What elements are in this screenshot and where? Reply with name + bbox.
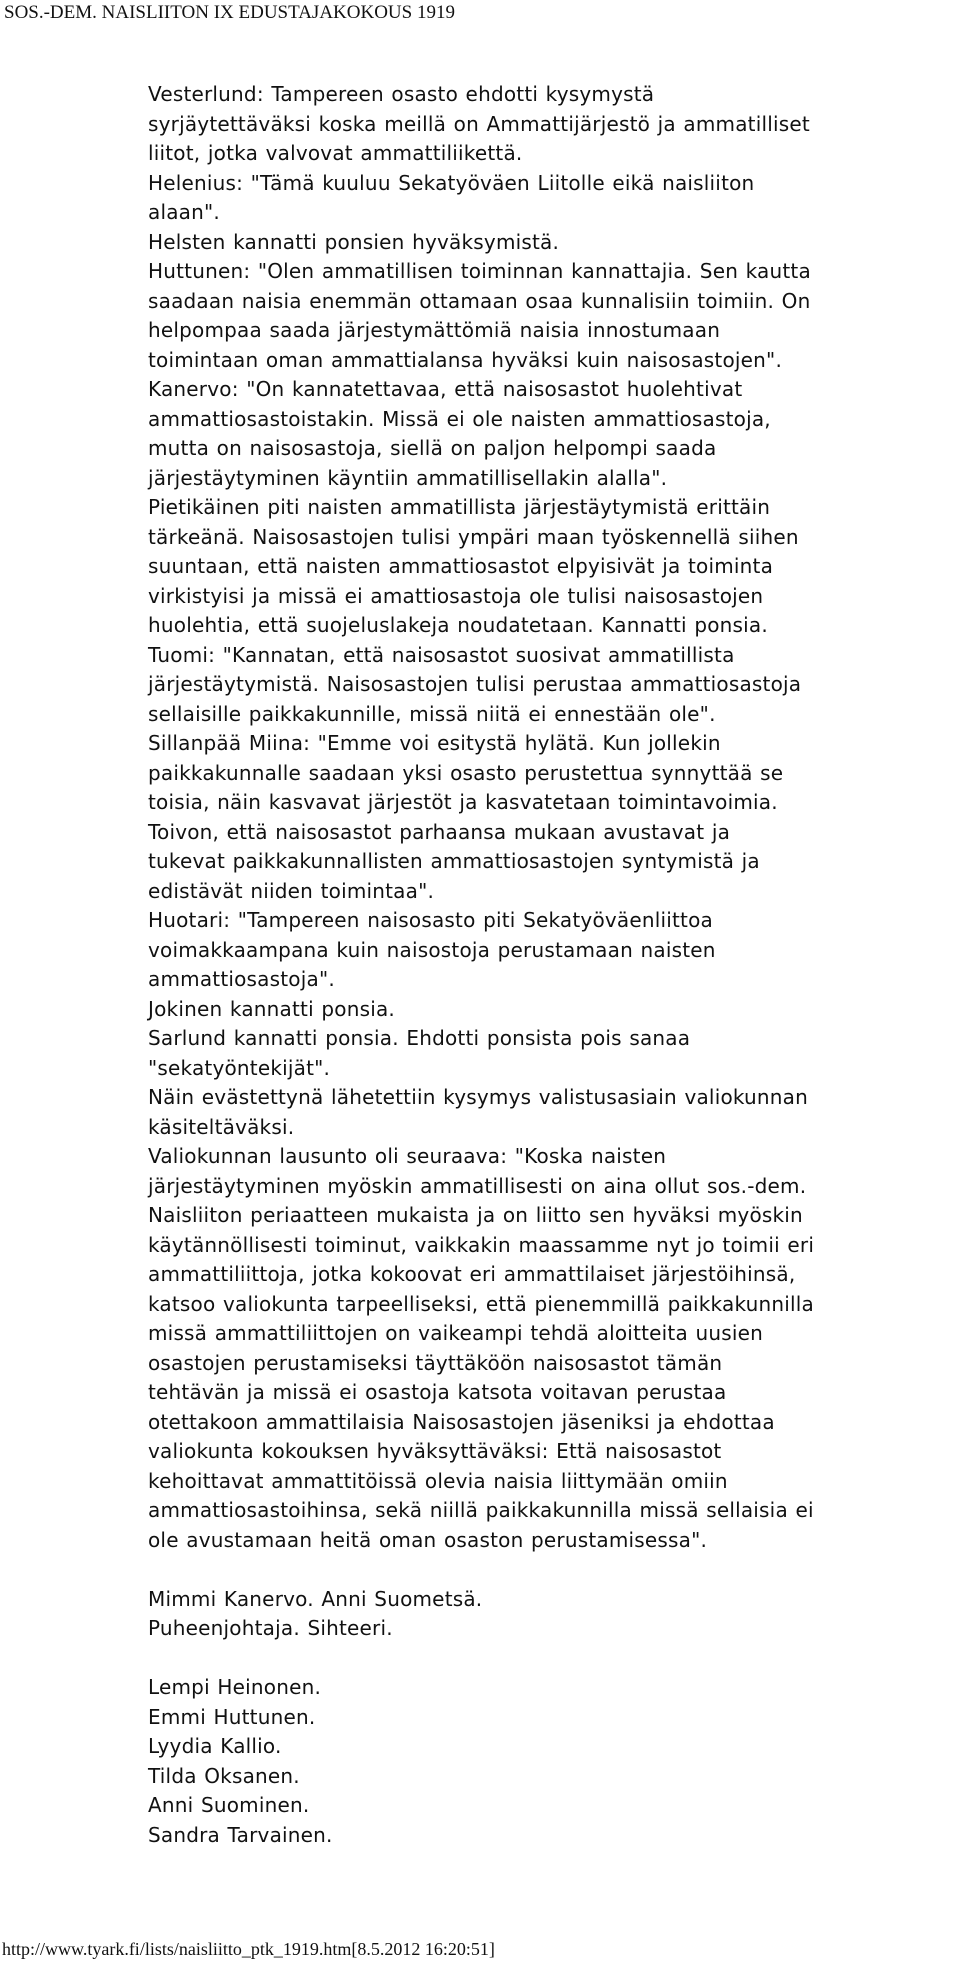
text-line: kehoittavat ammattitöissä olevia naisia liittymään omiin xyxy=(148,1468,728,1493)
text-line: ole avustamaan heitä oman osaston perustamisessa". xyxy=(148,1527,708,1552)
text-line: Vesterlund: Tampereen osasto ehdotti kysymystä xyxy=(148,82,655,106)
text-line: syrjäytettäväksi koska meillä on Ammattijärjestö ja ammatilliset xyxy=(148,111,810,136)
text-line: Huotari: "Tampereen naisosasto piti Sekatyöväenliittoa xyxy=(148,908,713,932)
text-line: huolehtia, että suojeluslakeja noudatetaan. Kannatti ponsia. xyxy=(148,613,768,637)
members-list xyxy=(148,1673,948,1850)
text-line: helpompaa saada järjestymättömiä naisia innostumaan xyxy=(148,318,721,342)
text-line: käsiteltäväksi. xyxy=(148,1114,295,1139)
text-line: Tuomi: "Kannatan, että naisosastot suosivat ammatillista xyxy=(148,642,735,667)
text-line: tärkeänä. Naisosastojen tulisi ympäri maan työskennellä siihen xyxy=(148,524,799,549)
text-line: Sillanpää Miina: "Emme voi esitystä hylätä. Kun jollekin xyxy=(148,731,721,755)
text-line: mutta on naisosastoja, siellä on paljon helpompi saada xyxy=(148,436,717,460)
text-line: ammattiosastoistakin. Missä ei ole naisten ammattiosastoja, xyxy=(148,406,771,431)
text-line: alaan". xyxy=(148,200,220,224)
text-line: ammattiosastoihinsa, sekä niillä paikkakunnilla missä sellaisia ei xyxy=(148,1498,814,1522)
text-line: "sekatyöntekijät". xyxy=(148,1055,331,1080)
text-line: Helenius: "Tämä kuuluu Sekatyöväen Liitolle eikä naisliiton xyxy=(148,170,755,195)
document-body xyxy=(148,80,948,1850)
text-line: toimintaan oman ammattialansa hyväksi kuin naisosastojen". xyxy=(148,347,783,372)
text-line: sellaisille paikkakunnille, missä niitä ei ennestään ole". xyxy=(148,701,716,726)
member-name: Lempi Heinonen. xyxy=(148,1675,322,1699)
text-line: järjestäytyminen käyntiin ammatillisellakin alalla". xyxy=(148,465,668,490)
text-line: Huttunen: "Olen ammatillisen toiminnan kannattajia. Sen kautta xyxy=(148,259,811,283)
text-line: toisia, näin kasvavat järjestöt ja kasvatetaan toimintavoimia. xyxy=(148,790,778,814)
text-line: Valiokunnan lausunto oli seuraava: "Koska naisten xyxy=(148,1144,667,1168)
text-line: osastojen perustamiseksi täyttäköön naisosastot tämän xyxy=(148,1350,723,1375)
member-name: Anni Suominen. xyxy=(148,1793,310,1817)
text-line: saadaan naisia enemmän ottamaan osaa kunnalisiin toimiin. On xyxy=(148,288,811,313)
text-line: järjestäytymistä. Naisosastojen tulisi perustaa ammattiosastoja xyxy=(148,672,802,696)
blank-line xyxy=(148,1555,948,1585)
text-line: Pietikäinen piti naisten ammatillista järjestäytymistä erittäin xyxy=(148,495,771,519)
page-running-header: SOS.-DEM. NAISLIITON IX EDUSTAJAKOKOUS 1919 xyxy=(4,2,455,23)
text-line: ammattiliittoja, jotka kokoovat eri ammattilaiset järjestöihinsä, xyxy=(148,1262,796,1286)
text-line: käytännöllisesti toiminut, vaikkakin maassamme nyt jo toimii eri xyxy=(148,1232,815,1257)
text-line: virkistyisi ja missä ei amattiosastoja ole tulisi naisosastojen xyxy=(148,583,764,608)
text-line: missä ammattiliittojen on vaikeampi tehdä aloitteita uusien xyxy=(148,1321,763,1345)
text-line: otettakoon ammattilaisia Naisosastojen jäseniksi ja ehdottaa xyxy=(148,1409,775,1434)
signature-block xyxy=(148,1585,948,1644)
text-line: paikkakunnalle saadaan yksi osasto perustettua synnyttää se xyxy=(148,760,784,785)
text-line: Sarlund kannatti ponsia. Ehdotti ponsista pois sanaa xyxy=(148,1026,691,1050)
text-line: Näin evästettynä lähetettiin kysymys valistusasiain valiokunnan xyxy=(148,1085,809,1109)
text-line: suuntaan, että naisten ammattiosastot elpyisivät ja toiminta xyxy=(148,554,774,578)
text-line: liitot, jotka valvovat ammattiliikettä. xyxy=(148,141,523,165)
text-line: ammattiosastoja". xyxy=(148,967,335,991)
text-line: Kanervo: "On kannatettavaa, että naisosastot huolehtivat xyxy=(148,377,743,401)
text-line: Toivon, että naisosastot parhaansa mukaan avustavat ja xyxy=(148,819,731,844)
minutes-text xyxy=(148,80,948,1555)
text-line: katsoo valiokunta tarpeelliseksi, että pienemmillä paikkakunnilla xyxy=(148,1291,814,1316)
text-line: tukevat paikkakunnallisten ammattiosastojen syntymistä ja xyxy=(148,849,760,873)
text-line: Helsten kannatti ponsien hyväksymistä. xyxy=(148,229,560,254)
signature-names: Mimmi Kanervo. Anni Suometsä. xyxy=(148,1586,483,1611)
text-line: tehtävän ja missä ei osastoja katsota voitavan perustaa xyxy=(148,1380,727,1404)
page-footer-url: http://www.tyark.fi/lists/naisliitto_ptk_1919.htm[8.5.2012 16:20:51] xyxy=(2,1939,495,1959)
signature-titles: Puheenjohtaja. Sihteeri. xyxy=(148,1616,393,1640)
member-name: Tilda Oksanen. xyxy=(148,1763,300,1788)
member-name: Lyydia Kallio. xyxy=(148,1734,282,1758)
text-line: Naisliiton periaatteen mukaista ja on liitto sen hyväksi myöskin xyxy=(148,1203,803,1227)
member-name: Emmi Huttunen. xyxy=(148,1704,316,1729)
blank-line xyxy=(148,1644,948,1674)
text-line: voimakkaampana kuin naisostoja perustamaan naisten xyxy=(148,937,716,962)
text-line: järjestäytyminen myöskin ammatillisesti on aina ollut sos.-dem. xyxy=(148,1173,807,1198)
text-line: edistävät niiden toimintaa". xyxy=(148,878,435,903)
text-line: Jokinen kannatti ponsia. xyxy=(148,996,395,1021)
text-line: valiokunta kokouksen hyväksyttäväksi: Että naisosastot xyxy=(148,1439,722,1463)
member-name: Sandra Tarvainen. xyxy=(148,1822,333,1847)
